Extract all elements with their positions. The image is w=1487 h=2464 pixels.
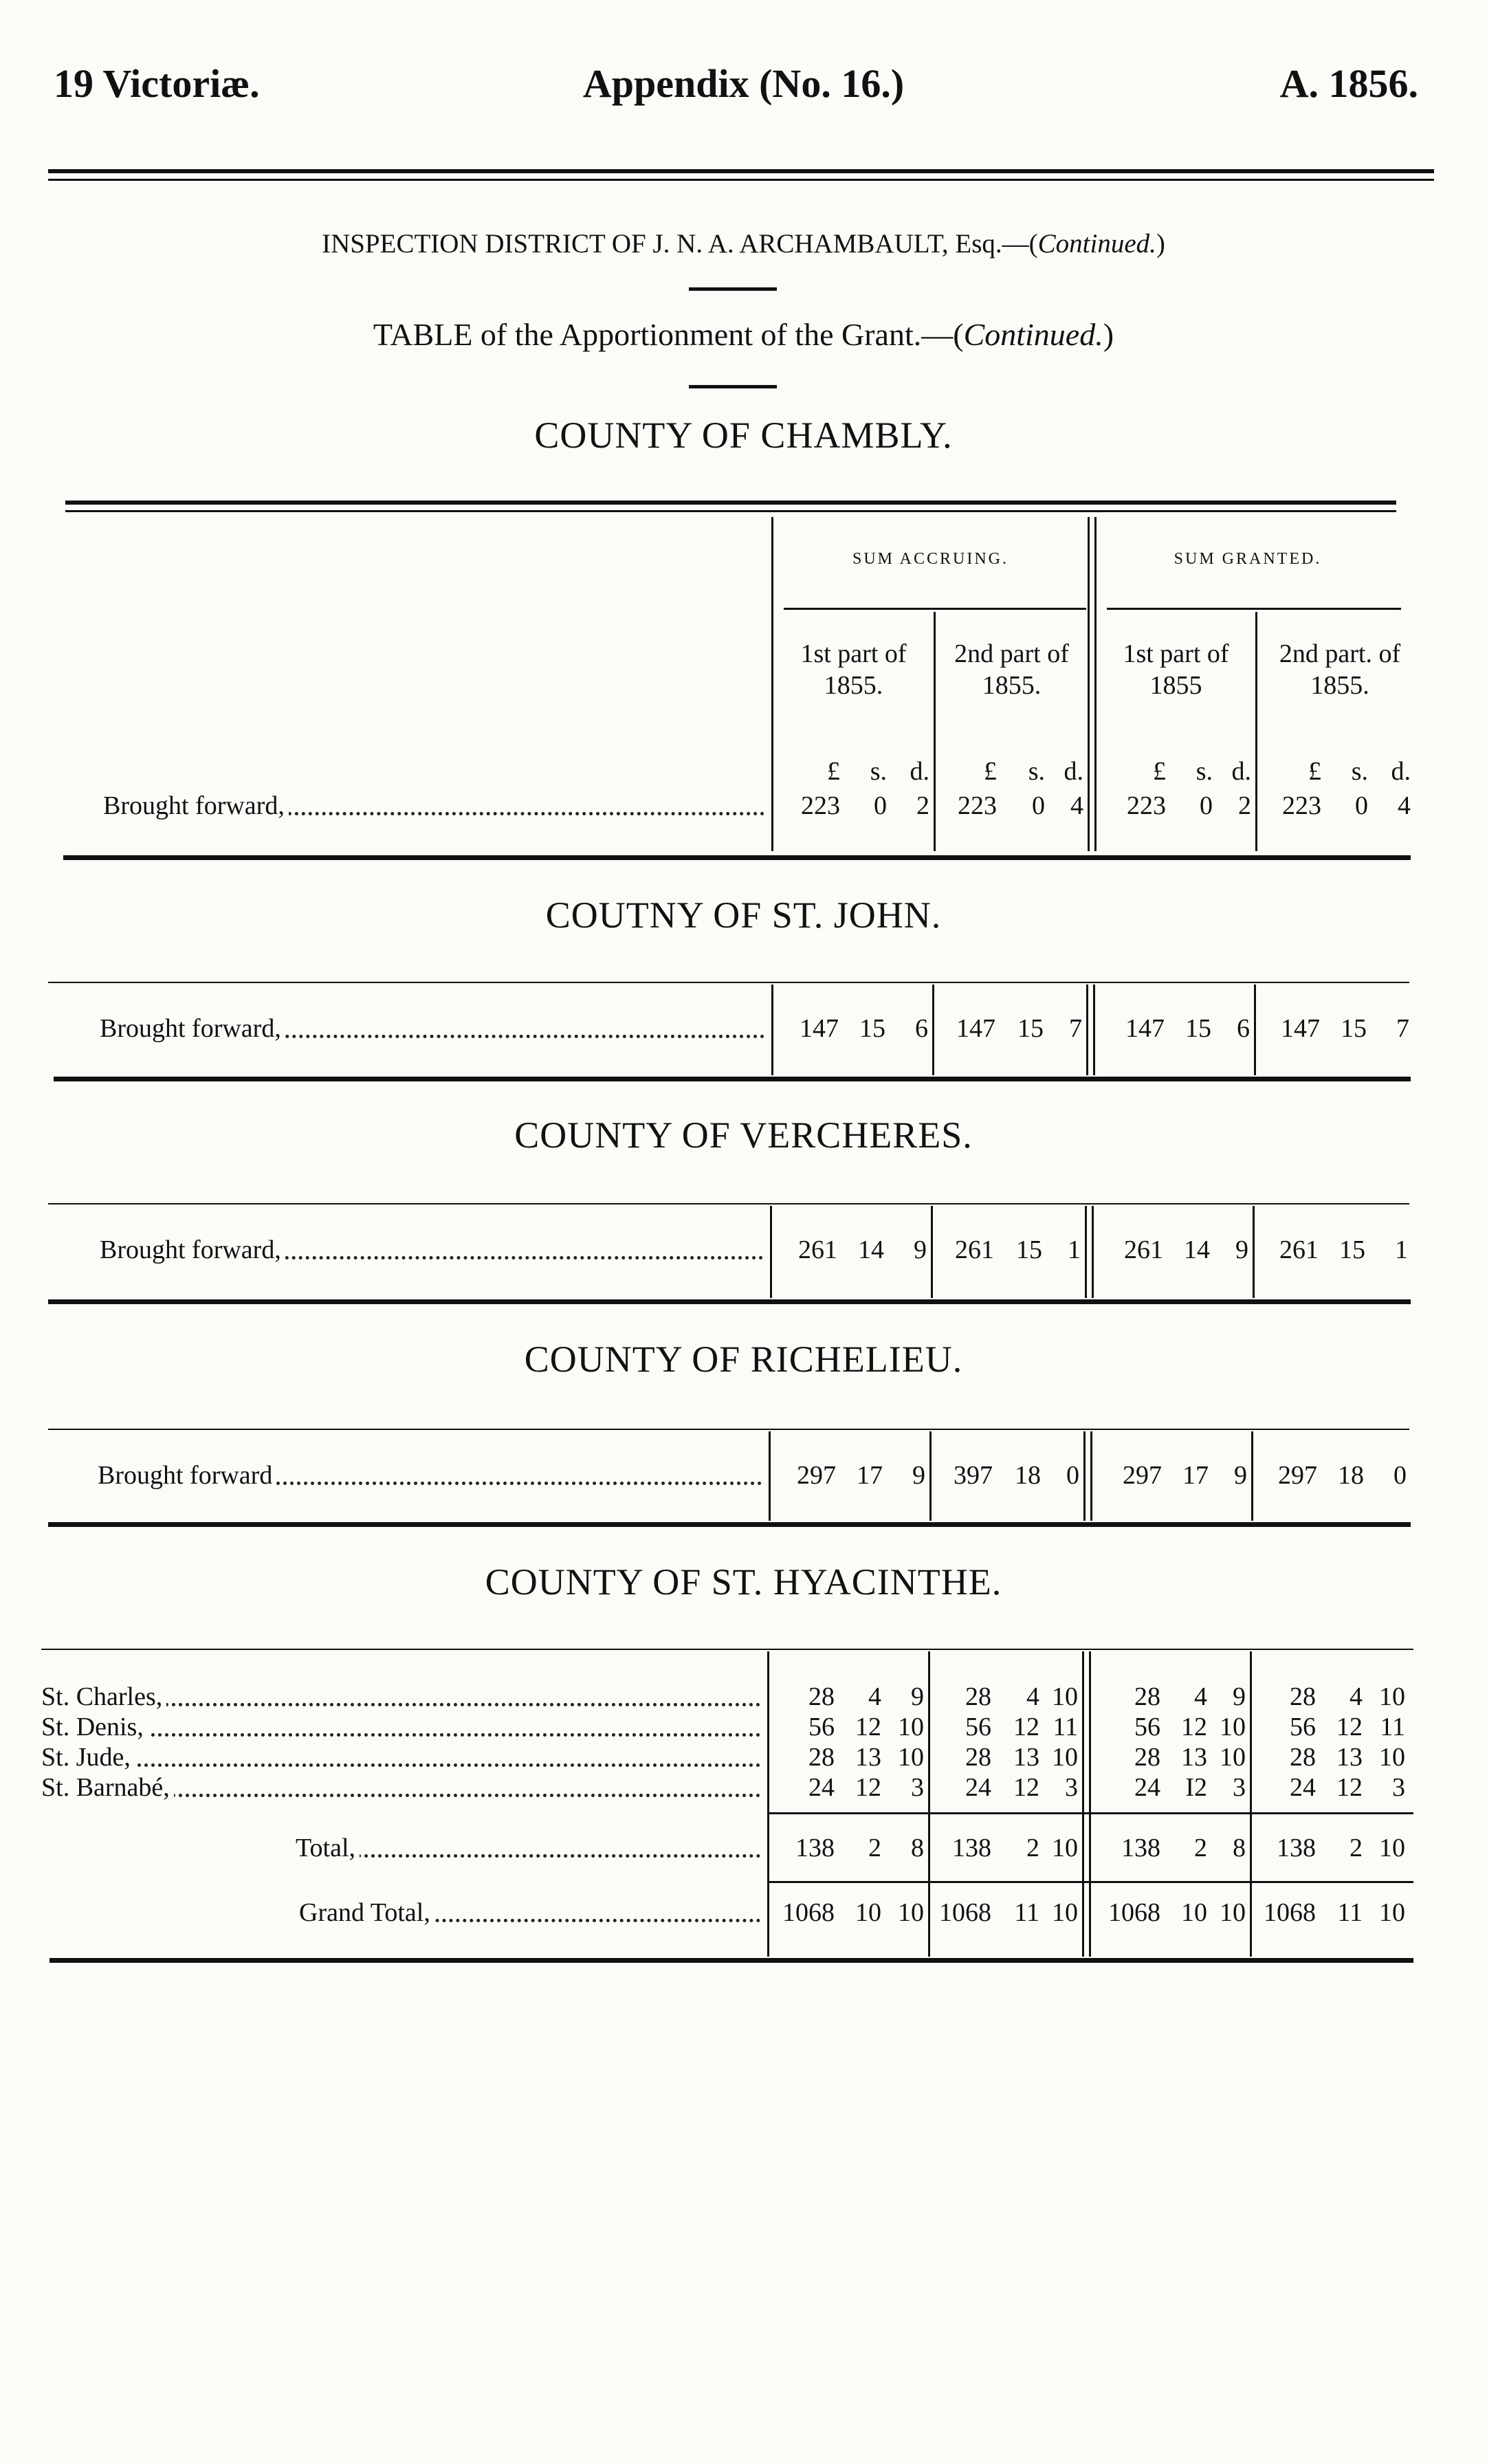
money-cell: 3: [1233, 1773, 1246, 1802]
table-title: TABLE of the Apportionment of the Grant.—(Continued.): [373, 317, 1114, 352]
unit-label: £: [1153, 757, 1166, 786]
money-cell: 2: [916, 791, 929, 820]
money-cell: 15: [1339, 1235, 1365, 1264]
money-cell: 9: [914, 1235, 927, 1264]
money-cell: 9: [1234, 1461, 1247, 1490]
money-cell: 223: [1127, 791, 1166, 820]
money-cell: 28: [1290, 1743, 1316, 1772]
money-cell: 4: [1070, 791, 1083, 820]
money-cell: 138: [952, 1834, 991, 1862]
money-cell: 10: [1379, 1898, 1405, 1927]
money-cell: 0: [1200, 791, 1213, 820]
money-cell: 28: [965, 1743, 991, 1772]
unit-label: d.: [1231, 757, 1251, 786]
money-cell: 0: [1394, 1461, 1407, 1490]
header-double-rule: [48, 169, 1434, 181]
money-cell: 297: [797, 1461, 836, 1490]
money-cell: 14: [858, 1235, 884, 1264]
money-cell: 13: [1181, 1743, 1207, 1772]
money-cell: 24: [1290, 1773, 1316, 1802]
money-cell: 1068: [1264, 1898, 1316, 1927]
money-cell: 147: [1125, 1014, 1165, 1043]
short-rule: [689, 385, 777, 388]
county-title: COUTNY OF ST. JOHN.: [545, 894, 942, 936]
money-cell: 1068: [1108, 1898, 1160, 1927]
money-cell: 15: [1017, 1014, 1044, 1043]
money-cell: 223: [1282, 791, 1321, 820]
money-cell: 147: [956, 1014, 995, 1043]
money-cell: 10: [855, 1898, 881, 1927]
row-label: St. Denis,: [41, 1712, 760, 1742]
money-cell: 3: [911, 1773, 924, 1802]
county-title: COUNTY OF VERCHERES.: [514, 1114, 973, 1156]
money-cell: 24: [965, 1773, 991, 1802]
money-cell: 13: [855, 1743, 881, 1772]
money-cell: 28: [1134, 1743, 1160, 1772]
money-cell: 3: [1392, 1773, 1405, 1802]
unit-label: d.: [1064, 757, 1083, 786]
money-cell: 14: [1184, 1235, 1210, 1264]
money-cell: 397: [954, 1461, 993, 1490]
unit-label: d.: [910, 757, 929, 786]
money-cell: 11: [1014, 1898, 1039, 1927]
money-cell: 10: [1220, 1898, 1246, 1927]
unit-label: s.: [1196, 757, 1213, 786]
money-cell: 11: [1053, 1713, 1078, 1741]
money-cell: 15: [1185, 1014, 1211, 1043]
money-cell: 2: [1238, 791, 1251, 820]
money-cell: 4: [868, 1682, 881, 1711]
money-cell: 10: [1181, 1898, 1207, 1927]
unit-label: £: [1308, 757, 1321, 786]
group-header-accruing: SUM ACCRUING.: [852, 550, 1009, 568]
money-cell: 28: [965, 1682, 991, 1711]
money-cell: 0: [1032, 791, 1045, 820]
money-cell: 12: [1181, 1713, 1207, 1741]
money-cell: 28: [1134, 1682, 1160, 1711]
unit-label: £: [827, 757, 840, 786]
money-cell: 28: [808, 1743, 835, 1772]
money-cell: 6: [915, 1014, 928, 1043]
money-cell: 223: [958, 791, 997, 820]
county-title: COUNTY OF ST. HYACINTHE.: [485, 1561, 1002, 1603]
row-label: Brought forward: [98, 1460, 762, 1490]
row-label: St. Barnabé,: [41, 1772, 760, 1803]
money-cell: 11: [1337, 1898, 1363, 1927]
money-cell: 8: [1233, 1834, 1246, 1862]
money-cell: 10: [1052, 1682, 1078, 1711]
money-cell: 12: [855, 1713, 881, 1741]
money-cell: 15: [1016, 1235, 1042, 1264]
money-cell: 10: [1052, 1743, 1078, 1772]
money-cell: 6: [1237, 1014, 1250, 1043]
money-cell: 261: [1124, 1235, 1163, 1264]
money-cell: 17: [1182, 1461, 1209, 1490]
county-title: COUNTY OF RICHELIEU.: [524, 1339, 963, 1380]
money-cell: 24: [808, 1773, 835, 1802]
money-cell: 0: [1355, 791, 1368, 820]
county-title: COUNTY OF CHAMBLY.: [534, 415, 953, 456]
money-cell: 4: [1350, 1682, 1363, 1711]
money-cell: 12: [1336, 1713, 1363, 1741]
money-cell: 24: [1134, 1773, 1160, 1802]
money-cell: 7: [1396, 1014, 1409, 1043]
money-cell: 10: [898, 1713, 924, 1741]
table-bottom-rule: [63, 855, 1411, 860]
money-cell: 138: [1121, 1834, 1160, 1862]
unit-label: s.: [1028, 757, 1045, 786]
group-header-granted: SUM GRANTED.: [1174, 550, 1322, 568]
money-cell: 56: [965, 1713, 991, 1741]
money-cell: 28: [1290, 1682, 1316, 1711]
money-cell: 261: [798, 1235, 837, 1264]
money-cell: 261: [1279, 1235, 1319, 1264]
money-cell: 3: [1065, 1773, 1078, 1802]
session-label: 19 Victoriæ.: [54, 61, 260, 106]
unit-label: £: [984, 757, 997, 786]
row-label: St. Charles,: [41, 1682, 760, 1712]
money-cell: 2: [1350, 1834, 1363, 1862]
money-cell: 10: [1379, 1834, 1405, 1862]
money-cell: 56: [1290, 1713, 1316, 1741]
money-cell: 11: [1380, 1713, 1405, 1741]
district-subtitle: INSPECTION DISTRICT OF J. N. A. ARCHAMBAULT, Esq.—(Continued.): [322, 229, 1165, 258]
money-cell: 2: [1194, 1834, 1207, 1862]
money-cell: 10: [898, 1898, 924, 1927]
money-cell: 297: [1278, 1461, 1317, 1490]
money-cell: 147: [1281, 1014, 1320, 1043]
money-cell: 12: [1013, 1713, 1039, 1741]
money-cell: 223: [801, 791, 840, 820]
money-cell: 1: [1395, 1235, 1408, 1264]
money-cell: 10: [1379, 1682, 1405, 1711]
col-header-accruing-2: 2nd part of 1855.: [954, 639, 1069, 700]
money-cell: 56: [808, 1713, 835, 1741]
money-cell: 10: [898, 1743, 924, 1772]
money-cell: 4: [1398, 791, 1411, 820]
money-cell: 2: [868, 1834, 881, 1862]
money-cell: 138: [795, 1834, 835, 1862]
money-cell: 2: [1026, 1834, 1039, 1862]
money-cell: 10: [1379, 1743, 1405, 1772]
money-cell: 10: [1052, 1898, 1078, 1927]
row-label: Brought forward,: [100, 1013, 764, 1044]
unit-label: d.: [1391, 757, 1411, 786]
money-cell: 10: [1052, 1834, 1078, 1862]
row-label: St. Jude,: [41, 1742, 760, 1772]
appendix-label: Appendix (No. 16.): [582, 61, 905, 106]
money-cell: 17: [857, 1461, 883, 1490]
year-label: A. 1856.: [1279, 61, 1418, 106]
row-label: Brought forward,: [103, 791, 764, 821]
money-cell: 28: [808, 1682, 835, 1711]
money-cell: 1068: [782, 1898, 835, 1927]
money-cell: 13: [1336, 1743, 1363, 1772]
money-cell: 15: [859, 1014, 885, 1043]
money-cell: 0: [1066, 1461, 1079, 1490]
total-label: Total,: [296, 1833, 760, 1863]
money-cell: 18: [1015, 1461, 1041, 1490]
unit-label: s.: [1351, 757, 1368, 786]
short-rule: [689, 287, 777, 291]
money-cell: 4: [1194, 1682, 1207, 1711]
money-cell: 9: [1235, 1235, 1248, 1264]
money-cell: 12: [1013, 1773, 1039, 1802]
money-cell: 12: [855, 1773, 881, 1802]
unit-label: s.: [870, 757, 887, 786]
money-cell: 9: [912, 1461, 925, 1490]
money-cell: 9: [1233, 1682, 1246, 1711]
money-cell: 1068: [939, 1898, 991, 1927]
money-cell: 10: [1220, 1743, 1246, 1772]
money-cell: 8: [911, 1834, 924, 1862]
money-cell: 147: [800, 1014, 839, 1043]
money-cell: 56: [1134, 1713, 1160, 1741]
col-header-granted-1: 1st part of 1855: [1123, 639, 1229, 700]
money-cell: 7: [1069, 1014, 1082, 1043]
money-cell: 138: [1277, 1834, 1316, 1862]
money-cell: 18: [1338, 1461, 1364, 1490]
money-cell: 261: [955, 1235, 994, 1264]
money-cell: 10: [1220, 1713, 1246, 1741]
money-cell: 297: [1123, 1461, 1162, 1490]
row-label: Brought forward,: [100, 1235, 763, 1265]
money-cell: I2: [1185, 1773, 1207, 1802]
table-top-rule: [65, 500, 1396, 512]
money-cell: 12: [1336, 1773, 1363, 1802]
money-cell: 15: [1341, 1014, 1367, 1043]
money-cell: 0: [874, 791, 887, 820]
money-cell: 4: [1026, 1682, 1039, 1711]
col-header-accruing-1: 1st part of 1855.: [800, 639, 907, 700]
money-cell: 9: [911, 1682, 924, 1711]
col-header-granted-2: 2nd part. of 1855.: [1279, 639, 1401, 700]
money-cell: 1: [1068, 1235, 1081, 1264]
grand-total-label: Grand Total,: [299, 1898, 760, 1928]
money-cell: 13: [1013, 1743, 1039, 1772]
